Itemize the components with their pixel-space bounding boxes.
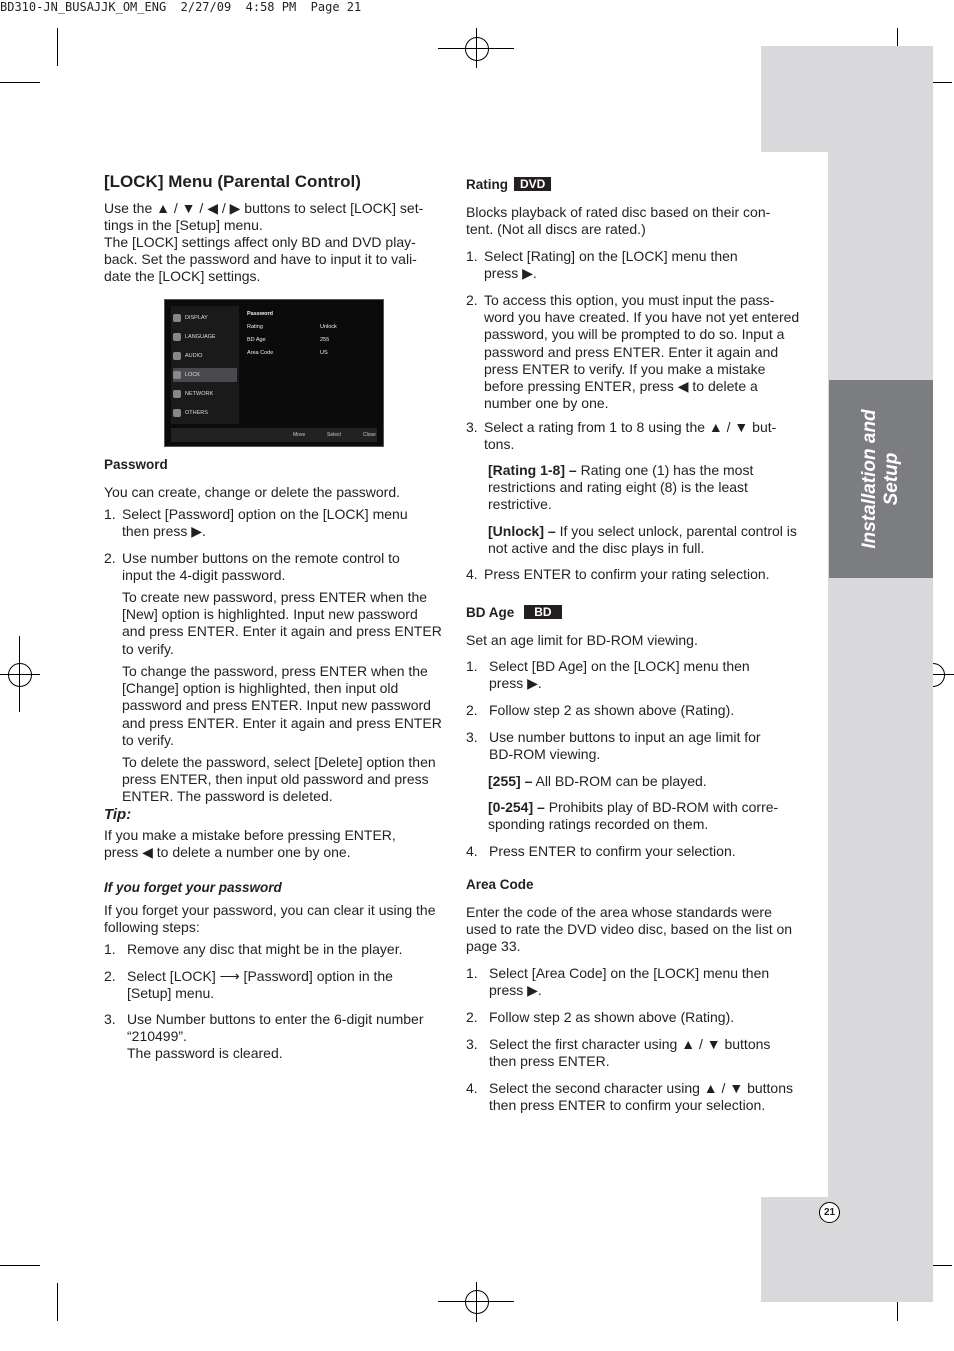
crop-mark — [0, 82, 40, 83]
intro-paragraph: Use the ▲ / ▼ / ◀ / ▶ buttons to select [LOCK] set-tings in the [Setup] menu. — [104, 200, 424, 234]
bdage-option: [255] – All BD-ROM can be played. — [488, 773, 707, 789]
menu-row-label: Area Code — [247, 350, 274, 356]
password-new-paragraph: To create new password, press ENTER when the [New] option is highlighted. Input new password and press ENTER. Enter it again and press ENTER to verify. — [122, 589, 442, 657]
list-item: 2. Follow step 2 as shown above (Rating). — [466, 702, 735, 718]
crop-mark — [57, 1283, 58, 1321]
menu-item: OTHERS — [173, 406, 237, 420]
tip-text: If you make a mistake before pressing ENTER, press ◀ to delete a number one by one. — [104, 827, 396, 861]
rating-text: Blocks playback of rated disc based on their con-tent. (Not all discs are rated.) — [466, 204, 771, 238]
menu-hint-select: Select — [327, 432, 341, 438]
bdage-heading: BD Age BD — [466, 605, 562, 620]
section-title: [LOCK] Menu (Parental Control) — [104, 172, 361, 191]
menu-hint-close: Close — [363, 432, 376, 438]
list-item: 1. Select [Password] option on the [LOCK] menu then press ▶. — [104, 506, 408, 540]
list-item: 1. Remove any disc that might be in the player. — [104, 941, 403, 957]
rating-heading: Rating DVD — [466, 177, 551, 192]
rating-option: [Unlock] – If you select unlock, parental control is not active and the disc plays in full. — [488, 523, 797, 557]
list-item: 3. Select a rating from 1 to 8 using the ▲ / ▼ but-tons. — [466, 419, 777, 453]
tip-label: Tip: — [104, 806, 132, 823]
network-icon — [173, 390, 181, 398]
lock-menu-screenshot — [164, 299, 384, 447]
list-item: 4. Press ENTER to confirm your rating selection. — [466, 566, 770, 582]
menu-row-value: Unlock — [320, 324, 337, 330]
registration-mark — [465, 37, 489, 61]
rating-option: [Rating 1-8] – Rating one (1) has the most restrictions and rating eight (8) is the least restrictive. — [488, 462, 754, 513]
display-icon — [173, 314, 181, 322]
menu-row-value: 255 — [320, 337, 330, 343]
area-heading: Area Code — [466, 877, 534, 892]
list-item: 2. Select [LOCK] ⟶ [Password] option in the [Setup] menu. — [104, 968, 393, 1002]
list-item: 2. Use number buttons on the remote control to input the 4-digit password. — [104, 550, 400, 584]
menu-row-value: US — [320, 350, 328, 356]
registration-mark — [465, 1290, 489, 1314]
menu-item: AUDIO — [173, 349, 237, 363]
forget-text: If you forget your password, you can clear it using the following steps: — [104, 902, 436, 936]
language-icon — [173, 333, 181, 341]
menu-row-label: Rating — [247, 324, 263, 330]
crop-mark — [57, 28, 58, 66]
menu-item: NETWORK — [173, 387, 237, 401]
list-item: 2. To access this option, you must input the pass-word you have created. If you have not yet entered password, you will be prompted to do so. Input a password and press ENTER. Enter it again and press ENTER to verify. If you make a mistake before pressing ENTER, press ◀ to delete a number one by one. — [466, 292, 800, 412]
list-item: 3. Use number buttons to input an age limit for BD-ROM viewing. — [466, 729, 761, 763]
audio-icon — [173, 352, 181, 360]
list-item: 4. Press ENTER to confirm your selection. — [466, 843, 736, 859]
menu-hint-move: Move — [293, 432, 306, 438]
dvd-badge: DVD — [514, 177, 551, 191]
lock-icon — [173, 371, 181, 379]
intro-paragraph: The [LOCK] settings affect only BD and DVD play-back. Set the password and have to input it to vali-date the [LOCK] settings. — [104, 234, 417, 285]
menu-right-header: Password — [247, 311, 273, 317]
forget-heading: If you forget your password — [104, 880, 282, 895]
password-delete-paragraph: To delete the password, select [Delete] option then press ENTER, then input old password and press ENTER. The password is deleted. — [122, 754, 436, 805]
list-item: 3. Use Number buttons to enter the 6-digit number “210499”. The password is cleared. — [104, 1011, 424, 1062]
bdage-option: [0-254] – Prohibits play of BD-ROM with corre-sponding ratings recorded on them. — [488, 799, 779, 833]
print-header: BD310-JN_BUSAJJK_OM_ENG 2/27/09 4:58 PM Page 21 — [0, 0, 362, 14]
menu-item: LANGUAGE — [173, 330, 237, 344]
list-item: 2. Follow step 2 as shown above (Rating). — [466, 1009, 735, 1025]
bdage-text: Set an age limit for BD-ROM viewing. — [466, 632, 698, 648]
list-item: 3. Select the first character using ▲ / ▼ buttons then press ENTER. — [466, 1036, 771, 1070]
area-text: Enter the code of the area whose standards were used to rate the DVD video disc, based on the list on page 33. — [466, 904, 793, 955]
password-change-paragraph: To change the password, press ENTER when the [Change] option is highlighted, then input old password and press ENTER. Input new password and press ENTER. Enter it again and press ENTER to verify. — [122, 663, 442, 748]
password-heading: Password — [104, 457, 168, 472]
list-item: 1. Select [Rating] on the [LOCK] menu then press ▶. — [466, 248, 738, 282]
bd-badge: BD — [524, 605, 561, 619]
menu-row-label: BD Age — [247, 337, 266, 343]
section-tab-label: Installation and Setup — [859, 409, 902, 549]
menu-item-selected: LOCK — [173, 368, 237, 382]
crop-mark — [0, 1265, 40, 1266]
list-item: 1. Select [BD Age] on the [LOCK] menu then press ▶. — [466, 658, 750, 692]
password-text: You can create, change or delete the password. — [104, 484, 401, 500]
menu-item: DISPLAY — [173, 311, 237, 325]
others-icon — [173, 409, 181, 417]
list-item: 4. Select the second character using ▲ / ▼ buttons then press ENTER to confirm your selection. — [466, 1080, 793, 1114]
page-number: 21 — [819, 1202, 840, 1223]
list-item: 1. Select [Area Code] on the [LOCK] menu then press ▶. — [466, 965, 770, 999]
registration-mark — [8, 663, 32, 687]
